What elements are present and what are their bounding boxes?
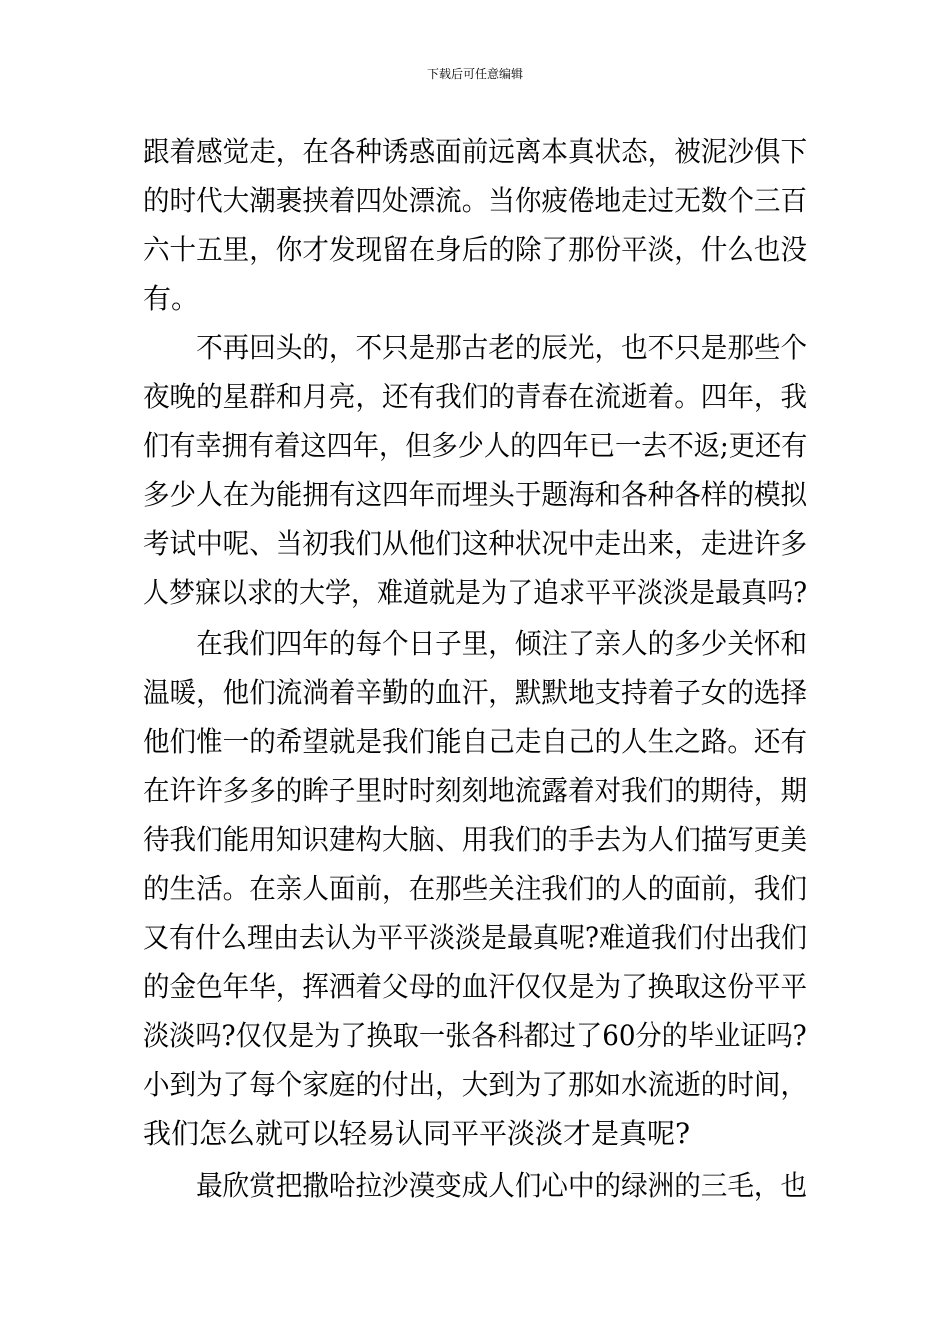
text-line: 又有什么理由去认为平平淡淡是最真呢?难道我们付出我们 [143,921,808,954]
text-line: 六十五里，你才发现留在身后的除了那份平淡，什么也没 [143,233,808,266]
text-line: 夜晚的星群和月亮，还有我们的青春在流逝着。四年，我 [143,380,808,413]
text-line: 最欣赏把撒哈拉沙漠变成人们心中的绿洲的三毛，也 [143,1169,808,1202]
text-line: 小到为了每个家庭的付出，大到为了那如水流逝的时间， [143,1068,808,1101]
text-line: 的生活。在亲人面前，在那些关注我们的人的面前，我们 [143,872,808,905]
text-line: 考试中呢、当初我们从他们这种状况中走出来，走进许多 [143,527,808,560]
text-line: 待我们能用知识建构大脑、用我们的手去为人们描写更美 [143,823,808,856]
text-line: 有。 [143,282,200,315]
text-line: 人梦寐以求的大学，难道就是为了追求平平淡淡是最真吗? [143,576,808,609]
text-line: 淡淡吗?仅仅是为了换取一张各科都过了60分的毕业证吗? [143,1019,807,1052]
text-line: 们有幸拥有着这四年，但多少人的四年已一去不返;更还有 [143,429,808,462]
text-line: 他们惟一的希望就是我们能自己走自己的人生之路。还有 [143,725,808,758]
text-line: 我们怎么就可以轻易认同平平淡淡才是真呢? [143,1117,691,1150]
text-line: 不再回头的，不只是那古老的辰光，也不只是那些个 [143,331,808,364]
page-header: 下载后可任意编辑 [426,67,523,81]
text-line: 在我们四年的每个日子里，倾注了亲人的多少关怀和 [143,627,808,660]
text-line: 多少人在为能拥有这四年而埋头于题海和各种各样的模拟 [143,478,808,511]
text-line: 温暖，他们流淌着辛勤的血汗，默默地支持着子女的选择 [143,676,808,709]
text-line: 的金色年华，挥洒着父母的血汗仅仅是为了换取这份平平 [143,970,808,1003]
text-line: 在许许多多的眸子里时时刻刻地流露着对我们的期待，期 [143,774,808,807]
text-line: 跟着感觉走，在各种诱惑面前远离本真状态，被泥沙俱下 [143,135,808,168]
text-line: 的时代大潮裹挟着四处漂流。当你疲倦地走过无数个三百 [143,184,808,217]
